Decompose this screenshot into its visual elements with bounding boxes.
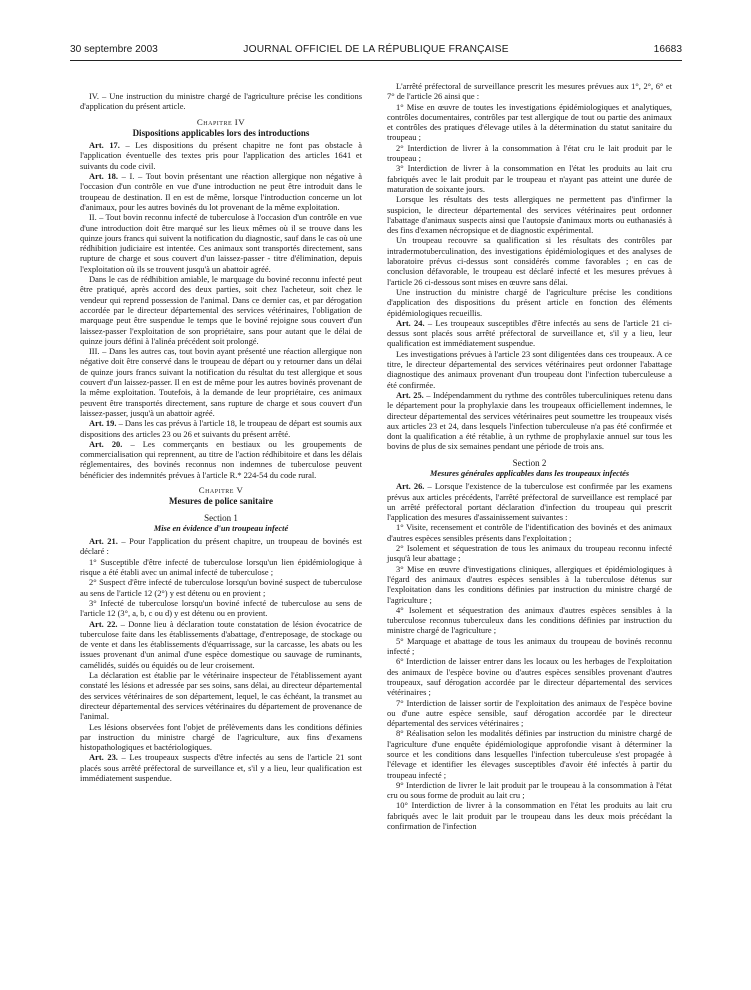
list-item: 1° Susceptible d'être infecté de tuberculose lorsqu'un lien épidémiologique à risque a été établi avec un animal infecté de tuberculose ; bbox=[80, 556, 362, 578]
article-paragraph: Art. 26. – Lorsque l'existence de la tuberculose est confirmée par les examens prévus aux articles précédents, l'arrêté préfectoral de surveillance est remplacé par un arrêté préfectoral portant déclaration d'infection du troupeau qui prescrit l'application des mesures d'assainissement suivantes : bbox=[387, 481, 672, 523]
article-label: Art. 21. bbox=[89, 536, 118, 547]
right-column bbox=[387, 81, 672, 831]
article-label: Art. 24. bbox=[396, 317, 425, 328]
header-title: JOURNAL OFFICIEL DE LA RÉPUBLIQUE FRANÇAISE bbox=[243, 44, 509, 55]
article-paragraph: Art. 21. – Pour l'application du présent chapitre, un troupeau de bovinés est déclaré : bbox=[80, 536, 362, 557]
paragraph: III. – Dans les autres cas, tout bovin ayant présenté une réaction allergique non négative doit être conservé dans le troupeau de départ ou y retourner dans un délai de quinze jours francs suivant la notification du résultat du test allergique et sous couvert d'un laissez-passer. Il en est de même pour les autres bovinés provenant de la même exploitation. Toutefois, à la demande de leur propriétaire, ces animaux peuvent être transportés directement, sans rupture de charge et sous couvert d'un laissez-passer, jusqu'à un abattoir agréé. bbox=[80, 346, 362, 418]
section-subtitle: Mise en évidence d'un troupeau infecté bbox=[153, 523, 289, 533]
left-column bbox=[80, 91, 362, 783]
paragraph: La déclaration est établie par le vétérinaire inspecteur de l'établissement ayant constaté les lésions et adressée par ses soins, sans délai, au directeur départemental des services vétérinaires de son département, lequel, le cas échéant, la transmet au directeur départemental des services vétérinaires du département de provenance de l'animal. bbox=[80, 670, 362, 722]
list-item: 3° Interdiction de livrer à la consommation en l'état les produits au lait cru fabriqués avec le lait produit par le troupeau et n'ayant pas atteint une durée de maturation de soixante jours. bbox=[387, 163, 672, 194]
list-item: 1° Visite, recensement et contrôle de l'identification des bovinés et des animaux d'autres espèces sensibles présents dans l'exploitation ; bbox=[387, 522, 672, 543]
page-number: 16683 bbox=[653, 44, 682, 55]
page-header bbox=[70, 44, 682, 61]
list-item: 6° Interdiction de laisser entrer dans les locaux ou les herbages de l'exploitation des animaux de l'espèce bovine ou d'autres espèces sensibles provenant d'autres troupeaux, sauf dérogation accordée par le directeur départemental des services vétérinaires ; bbox=[387, 656, 672, 698]
article-label: Art. 22. bbox=[89, 618, 118, 629]
list-item: 8° Réalisation selon les modalités définies par instruction du ministre chargé de l'agriculture d'une enquête épidémiologique approfondie visant à déterminer la source et les conditions dans lesquelles l'infection tuberculeuse s'est propagée à l'élevage et identifier les élevages susceptibles d'avoir été infectés à partir du troupeau infecté ; bbox=[387, 728, 672, 780]
section-heading: Section 2 bbox=[512, 457, 547, 468]
paragraph: Les investigations prévues à l'article 23 sont diligentées dans ces troupeaux. A ce titre, le directeur départemental des services vétérinaires peut ordonner l'abattage diagnostique des animaux provenant d'un troupeau dont l'infection tuberculeuse a été confirmée. bbox=[387, 348, 672, 390]
paragraph: Lorsque les résultats des tests allergiques ne permettent pas d'infirmer la suspicion, le directeur départemental des services vétérinaires peut ordonner l'abattage d'animaux suspects ainsi que l'autopsie d'animaux morts ou euthanasiés à des fins d'examen nécropsique et de diagnostic expérimental. bbox=[387, 194, 672, 236]
list-item: 10° Interdiction de livrer à la consommation en l'état les produits au lait cru fabriqués avec le lait produit par le troupeau dans les deux mois précédant la confirmation de l'infection bbox=[387, 800, 672, 832]
section-heading: Section 1 bbox=[204, 512, 238, 523]
list-item: 5° Marquage et abattage de tous les animaux du troupeau de bovinés reconnu infecté ; bbox=[387, 635, 672, 657]
paragraph: Dans le cas de rédhibition amiable, le marquage du boviné reconnu infecté peut être pratiqué, après accord des deux parties, soit chez l'acheteur, soit chez le vendeur qui reprend possession de l'animal. Dans ce dernier cas, et par dérogation accordée par le directeur départemental des services vétérinaires, l'obligation de marquage peut être suspendue le temps que le boviné rejoigne sous couvert d'un laissez-passer l'exploitation de son propriétaire, sans pour autant que le délai de quinze jours défini à l'alinéa précédent soit prolongé. bbox=[80, 274, 362, 346]
list-item: 2° Isolement et séquestration de tous les animaux du troupeau reconnu infecté jusqu'à leur abattage ; bbox=[387, 543, 672, 564]
chapter-subtitle: Mesures de police sanitaire bbox=[169, 496, 273, 507]
article-label: Art. 26. bbox=[396, 481, 425, 492]
chapter-subtitle: Dispositions applicables lors des introductions bbox=[132, 127, 310, 138]
article-paragraph: Art. 23. – Les troupeaux suspects d'être infectés au sens de l'article 21 sont placés sous arrêté préfectoral de surveillance et, s'il y a lieu, leur qualification est immédiatement suspendue. bbox=[80, 752, 362, 783]
chapter-heading: Chapitre V bbox=[198, 484, 244, 495]
article-label: Art. 25. bbox=[396, 389, 424, 400]
list-item: 1° Mise en œuvre de toutes les investigations épidémiologiques et analytiques, contrôles documentaires, contrôles par test allergique de tout ou partie des animaux et contrôles des pratiques d'élevage utiles à la détermination du statut sanitaire du troupeau ; bbox=[387, 101, 672, 143]
paragraph: Les lésions observées font l'objet de prélèvements dans les conditions définies par instruction du ministre chargé de l'agriculture, aux fins d'examens histopathologiques et bactériologiques. bbox=[80, 721, 362, 753]
article-paragraph: Art. 25. – Indépendamment du rythme des contrôles tuberculiniques retenu dans le département pour la prophylaxie dans les troupeaux officiellement indemnes, le directeur départemental des services vétérinaires peut soumettre les troupeaux visés aux articles 23 et 24, dans lesquels l'infection tuberculeuse n'a pas été confirmée et dont la qualification a été rétablie, à un rythme de prophylaxie annuel sur tous les bovins de plus de six semaines pendant une période de trois ans. bbox=[387, 389, 672, 452]
article-paragraph: Art. 22. – Donne lieu à déclaration toute constatation de lésion évocatrice de tuberculose faite dans les établissements d'abattage, d'entreposage, de stockage ou de vente et dans les établissements d'équarrissage, sur la carcasse, les abats ou les issues provenant d'un animal d'une espèce domestique ou sauvage de ruminants, camélidés, suidés ou équidés ou de leur croisement. bbox=[80, 618, 362, 670]
article-paragraph: Art. 17. – Les dispositions du présent chapitre ne font pas obstacle à l'application éventuelle des textes pris pour l'application des articles 1641 et suivants du code civil. bbox=[80, 140, 362, 171]
paragraph: IV. – Une instruction du ministre chargé de l'agriculture précise les conditions d'application du présent article. bbox=[80, 91, 362, 112]
article-paragraph: Art. 19. – Dans les cas prévus à l'article 18, le troupeau de départ est soumis aux dispositions des articles 23 ou 26 et suivants du présent arrêté. bbox=[80, 418, 362, 439]
paragraph: Un troupeau recouvre sa qualification si les résultats des contrôles par intradermotuberculination, des investigations épidémiologiques et des analyses de laboratoire prévus ci-dessus sont considérés comme favorables ; en cas de conclusion défavorable, le troupeau est déclaré infecté et les mesures prévues à l'article 26 ci-dessous sont mises en œuvre sans délai. bbox=[387, 235, 672, 287]
article-paragraph: Art. 18. – I. – Tout bovin présentant une réaction allergique non négative à l'occasion d'un contrôle en vue d'une introduction ne peut être introduit dans le troupeau de destination. Il en est de même, lorsque l'introduction concerne un lot d'animaux, pour les autres bovinés du lot provenant de la même exploitation. bbox=[80, 171, 362, 212]
article-label: Art. 19. bbox=[89, 418, 117, 429]
article-label: Art. 17. bbox=[89, 140, 120, 151]
header-date: 30 septembre 2003 bbox=[70, 44, 158, 55]
article-paragraph: Art. 24. – Les troupeaux susceptibles d'être infectés au sens de l'article 21 ci-dessus sont placés sous arrêté préfectoral de surveillance et, s'il y a lieu, leur qualification est immédiatement suspendue. bbox=[387, 317, 672, 349]
article-paragraph: Art. 20. – Les commerçants en bestiaux ou les groupements de commercialisation qui reprennent, au titre de l'action rédhibitoire et dans les délais réglementaires, des bovinés reconnus non indemnes de tuberculose peuvent bénéficier des indemnités prévues à l'article R.* 224-54 du code rural. bbox=[80, 438, 362, 480]
list-item: 9° Interdiction de livrer le lait produit par le troupeau à la consommation à l'état cru ou sous forme de produit au lait cru ; bbox=[387, 779, 672, 801]
paragraph: L'arrêté préfectoral de surveillance prescrit les mesures prévues aux 1°, 2°, 6° et 7° de l'article 26 ainsi que : bbox=[387, 81, 672, 102]
list-item: 2° Interdiction de livrer à la consommation à l'état cru le lait produit par le troupeau ; bbox=[387, 142, 672, 164]
list-item: 3° Mise en œuvre d'investigations cliniques, allergiques et épidémiologiques à l'égard des animaux d'autres espèces sensibles à la tuberculose détenus sur l'exploitation dans les conditions définies par instruction du ministre chargé de l'agriculture ; bbox=[387, 563, 672, 605]
article-label: Art. 18. bbox=[89, 171, 118, 182]
list-item: 4° Isolement et séquestration des animaux d'autres espèces sensibles à la tuberculose reconnus tuberculeux dans les conditions définies par instruction du ministre chargé de l'agriculture ; bbox=[387, 604, 672, 636]
list-item: 7° Interdiction de laisser sortir de l'exploitation des animaux de l'espèce bovine ou d'une autre espèce sensible, sauf dérogation accordée par le directeur départemental des services vétérinaires ; bbox=[387, 697, 672, 729]
list-item: 2° Suspect d'être infecté de tuberculose lorsqu'un boviné suspect de tuberculose au sens de l'article 12 (2°) y est détenu ou en provient ; bbox=[80, 577, 362, 598]
paragraph: Une instruction du ministre chargé de l'agriculture précise les conditions d'application des dispositions du présent article en fonction des éléments épidémiologiques recueillis. bbox=[387, 286, 672, 318]
article-label: Art. 20. bbox=[89, 438, 123, 449]
list-item: 3° Infecté de tuberculose lorsqu'un boviné infecté de tuberculose au sens de l'article 12 (3°, a, b, c ou d) y est détenu ou en provient. bbox=[80, 597, 362, 619]
chapter-heading: Chapitre IV bbox=[196, 116, 246, 127]
section-subtitle: Mesures générales applicables dans les troupeaux infectés bbox=[429, 468, 630, 478]
paragraph: II. – Tout bovin reconnu infecté de tuberculose à l'occasion d'un contrôle en vue d'une introduction doit être marqué sur les lieux mêmes où il se trouve dans les quinze jours francs qui suivent la notification du diagnostic, sauf dans le cas où une rédhibition judiciaire est intentée. Ces animaux sont transportés directement, sans rupture de charge et sous couvert d'un laissez-passer - titre d'élimination, depuis l'exploitation où ils se trouvent jusqu'à un abattoir agréé. bbox=[80, 212, 362, 274]
article-label: Art. 23. bbox=[89, 752, 118, 763]
